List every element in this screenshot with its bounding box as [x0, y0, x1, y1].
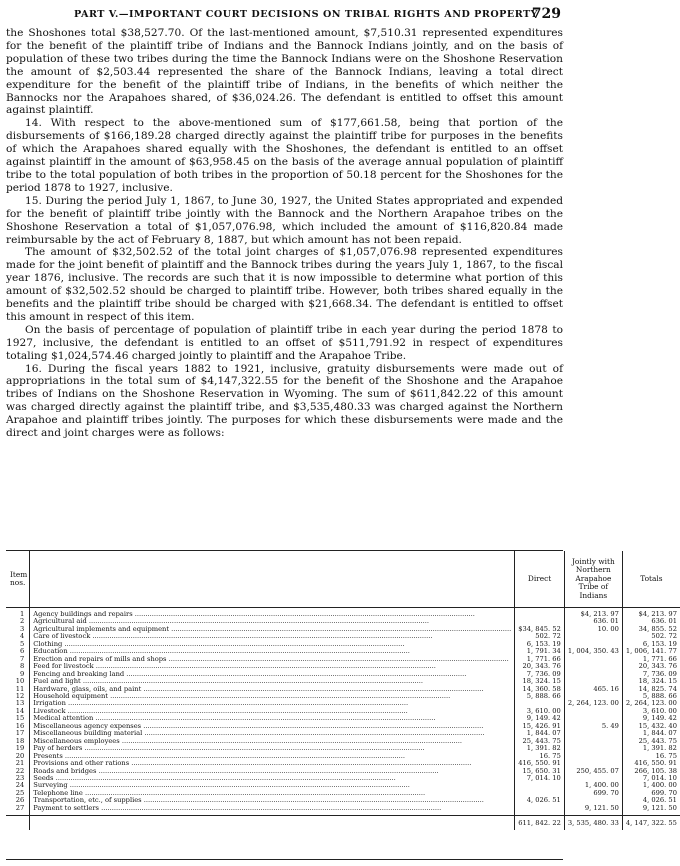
item-number: 2: [20, 617, 25, 626]
joint-amount: [564, 708, 622, 715]
paragraph-joint-charges: The amount of $32,502.52 of the total joint charges of $1,057,076.98 represented expenditures made for the joint benefit of plaintiff and the Bannock tribes during the years July 1, 1867, to the fiscal year 1876, inclusive. The records are such that it is now impossible to determine what portion of this amount of $32,502.52 should be charged to plaintiff tribe. However, both tribes shared equally in the benefits and the plaintiff tribe should be charged with $21,668.34. The defendant is entitled to offset this amount in respect of this item.: [6, 246, 563, 323]
dot-leader: ................................................................................................................................................................: [53, 773, 396, 782]
item-number: 3: [20, 624, 25, 633]
item-number: 13: [15, 699, 25, 708]
item-description-text: Care of livestock: [33, 632, 91, 641]
item-description-text: Agency buildings and repairs: [33, 610, 133, 618]
paragraph-population-offset: On the basis of percentage of population of plaintiff tribe in each year during the period 1878 to 1927, inclusive, the defendant is entitled to an offset of $511,791.92 in respect of expenditures totaling $1,024,574.46 charged jointly to plaintiff and the Arapahoe Tribe.: [6, 323, 563, 362]
dot-leader: ................................................................................................................................................................: [141, 684, 484, 693]
item-description-text: Fuel and light: [33, 677, 81, 686]
total-amount: 4, 026. 51: [622, 797, 680, 804]
item-number: 17: [15, 729, 25, 738]
direct-amount: 7, 014. 10: [515, 775, 565, 782]
direct-amount: 5, 888. 66: [515, 693, 565, 700]
total-amount: 2, 264, 123. 00: [622, 700, 680, 707]
total-amount: 266, 105. 38: [622, 768, 680, 775]
total-amount: $4, 213. 97: [622, 608, 680, 619]
table-body: [6, 608, 680, 831]
joint-amount: 5. 49: [564, 723, 622, 730]
paragraph-15: 15. During the period July 1, 1867, to June 30, 1927, the United States appropriated and expended for the benefit of plaintiff tribe jointly with the Bannock and the Northern Arapahoe tribes on the Shoshone Reservation a total of $1,057,076.98, which included the amount of $116,820.84 made reimbursable by the act of February 8, 1887, but which amount has not been repaid.: [6, 194, 563, 246]
item-description: [30, 805, 515, 812]
item-number: 11: [15, 684, 25, 693]
item-description-text: Irrigation: [33, 699, 66, 708]
item-description-text: Transportation, etc., of supplies: [33, 796, 142, 805]
dot-leader: ................................................................................................................................................................: [142, 729, 485, 738]
direct-amount: 4, 026. 51: [515, 797, 565, 804]
total-amount: 502. 72: [622, 633, 680, 640]
total-amount: 1, 006, 141. 77: [622, 648, 680, 655]
joint-amount: [564, 753, 622, 760]
table-header-row: [6, 551, 680, 608]
total-amount: 34, 855. 52: [622, 626, 680, 633]
joint-amount: 465. 16: [564, 686, 622, 693]
item-number: 4: [20, 632, 25, 641]
item-description-text: Miscellaneous agency expenses: [33, 721, 142, 730]
item-description-text: Feed for livestock: [33, 662, 94, 671]
grand-total: 4, 147, 322. 55: [622, 816, 680, 831]
dot-leader: ................................................................................................................................................................: [62, 639, 405, 648]
total-amount: 1, 771. 66: [622, 656, 680, 663]
total-amount: 3, 610. 00: [622, 708, 680, 715]
item-description-text: Education: [33, 647, 68, 656]
item-description-text: Medical attention: [33, 714, 94, 723]
joint-amount: 250, 455. 07: [564, 768, 622, 775]
item-number: 26: [15, 796, 25, 805]
body-text: [6, 27, 563, 440]
item-number: 19: [15, 744, 25, 753]
joint-amount: 699. 70: [564, 790, 622, 797]
dot-leader: ................................................................................................................................................................: [65, 699, 409, 708]
running-header: [6, 7, 561, 25]
item-number: 23: [15, 773, 25, 782]
dot-leader: ................................................................................................................................................................: [90, 632, 433, 641]
direct-amount: 25, 443. 75: [515, 738, 565, 745]
item-description-text: Agricultural aid: [33, 617, 87, 626]
item-number: 10: [15, 677, 25, 686]
direct-amount: 16. 75: [515, 753, 565, 760]
direct-amount: 18, 324. 15: [515, 678, 565, 685]
total-amount: 1, 400. 00: [622, 782, 680, 789]
total-amount: 1, 844. 07: [622, 730, 680, 737]
dot-leader: ................................................................................................................................................................: [166, 654, 509, 663]
dot-leader: ................................................................................................................................................................: [82, 744, 425, 753]
joint-amount: 1, 004, 350. 43: [564, 648, 622, 655]
joint-amount: 2, 264, 123. 00: [564, 700, 622, 707]
dot-leader: ................................................................................................................................................................: [129, 759, 472, 768]
item-number: 25: [15, 788, 25, 797]
joint-amount: [564, 745, 622, 752]
total-amount: 6, 153. 19: [622, 641, 680, 648]
dot-leader: ................................................................................................................................................................: [93, 662, 436, 671]
item-number: 1: [20, 610, 25, 618]
item-number: 18: [15, 736, 25, 745]
item-description-text: Miscellaneous employees: [33, 736, 120, 745]
direct-amount: 15, 650. 31: [515, 768, 565, 775]
item-description-text: Payment to settlers: [33, 803, 99, 812]
dot-leader: ................................................................................................................................................................: [82, 788, 426, 797]
joint-amount: 636. 01: [564, 618, 622, 625]
column-header-joint: Jointly with Northern Arapahoe Tribe of Indians: [564, 551, 622, 608]
total-amount: 7, 736. 09: [622, 671, 680, 678]
column-header-description: [30, 551, 515, 608]
item-description-text: Hardware, glass, oils, and paint: [33, 684, 142, 693]
page-number: 729: [531, 6, 561, 22]
dot-leader: ................................................................................................................................................................: [124, 669, 467, 678]
direct-amount: 15, 426. 91: [515, 723, 565, 730]
item-number: 24: [15, 781, 25, 790]
item-number: 5: [20, 639, 25, 648]
dot-leader: ................................................................................................................................................................: [62, 751, 406, 760]
item-description-text: Provisions and other rations: [33, 759, 130, 768]
direct-amount: [515, 782, 565, 789]
total-amount: 1, 391. 82: [622, 745, 680, 752]
total-amount: 14, 825. 74: [622, 686, 680, 693]
totals-item-cell: [6, 816, 30, 831]
item-description-text: Erection and repairs of mills and shops: [33, 654, 167, 663]
joint-amount: [564, 663, 622, 670]
item-number: 9: [20, 669, 25, 678]
item-number: 20: [15, 751, 25, 760]
direct-total: 611, 842. 22: [515, 816, 565, 831]
total-amount: 416, 550. 91: [622, 760, 680, 767]
dot-leader: ................................................................................................................................................................: [93, 714, 436, 723]
dot-leader: ................................................................................................................................................................: [65, 706, 408, 715]
total-amount: 9, 149. 42: [622, 715, 680, 722]
item-description-text: Miscellaneous building material: [33, 729, 143, 738]
item-description-text: Roads and bridges: [33, 766, 97, 775]
totals-label-cell: [30, 816, 515, 831]
paragraph-16: 16. During the fiscal years 1882 to 1921, inclusive, gratuity disbursements were made out of appropriations in the total sum of $4,147,322.55 for the benefit of the Shoshone and the Arapahoe tribes of Indians on the Shoshone Reservation in Wyoming. The sum of $611,842.22 of this amount was charged directly against the plaintiff tribe, and $3,535,480.33 was charged against the Northern Arapahoe and plaintiff tribes jointly. The purposes for which these disbursements were made and the direct and joint charges were as follows:: [6, 362, 563, 440]
direct-amount: 9, 149. 42: [515, 715, 565, 722]
total-amount: 7, 014. 10: [622, 775, 680, 782]
joint-total: 3, 535, 480. 33: [564, 816, 622, 831]
direct-amount: 416, 550. 91: [515, 760, 565, 767]
dot-leader: ................................................................................................................................................................: [119, 736, 462, 745]
paragraph-continuation: the Shoshones total $38,527.70. Of the last-mentioned amount, $7,510.31 represented expenditures for the benefit of the plaintiff tribe of Indians and the Bannock Indians jointly, and on the basis of population of these two tribes during the time the Bannock Indians were on the Shoshone Reservation the amount of $2,503.44 represented the share of the Bannock Indians, leaving a total direct expenditure for the benefit of the plaintiff tribe of Indians, in the benefits of which neither the Bannocks nor the Arapahoes shared, of $36,024.26. The defendant is entitled to offset this amount against plaintiff.: [6, 27, 563, 117]
joint-amount: [564, 738, 622, 745]
disbursement-table: [6, 550, 677, 860]
item-description-text: Clothing: [33, 639, 63, 648]
joint-amount: [564, 656, 622, 663]
direct-amount: [515, 805, 565, 812]
table-row: [6, 805, 680, 812]
direct-amount: 502. 72: [515, 633, 565, 640]
total-amount: 16. 75: [622, 753, 680, 760]
item-number: 27: [15, 803, 25, 812]
paragraph-14: 14. With respect to the above-mentioned sum of $177,661.58, being that portion of the disbursements of $166,189.28 charged directly against the plaintiff tribe for purposes in the benefits of which the Arapahoes shared equally with the Shoshones, the defendant is entitled to an offset against plaintiff in the amount of $63,958.45 on the basis of the average annual population of plaintiff tribe to the total population of both tribes in the proportion of 50.18 percent for the Shoshones for the period 1878 to 1927, inclusive.: [6, 117, 563, 194]
total-amount: 20, 343. 76: [622, 663, 680, 670]
item-description-text: Seeds: [33, 773, 54, 782]
item-number: 7: [20, 654, 25, 663]
direct-amount: 1, 391. 82: [515, 745, 565, 752]
item-number: 8: [20, 662, 25, 671]
joint-amount: 9, 121. 50: [564, 805, 622, 812]
item-number: 16: [15, 721, 25, 730]
column-header-direct: Direct: [515, 551, 565, 608]
item-description-text: Surveying: [33, 781, 68, 790]
direct-amount: 1, 791. 34: [515, 648, 565, 655]
joint-amount: [564, 730, 622, 737]
total-amount: 9, 121. 50: [622, 805, 680, 812]
dot-leader: ................................................................................................................................................................: [67, 647, 410, 656]
dot-leader: ................................................................................................................................................................: [80, 677, 423, 686]
item-number: 6: [20, 647, 25, 656]
column-header-item-nos: Item nos.: [6, 551, 30, 608]
direct-amount: $34, 845. 52: [515, 626, 565, 633]
total-amount: 15, 432. 40: [622, 723, 680, 730]
total-amount: 18, 324. 15: [622, 678, 680, 685]
direct-amount: 6, 153. 19: [515, 641, 565, 648]
item-description-text: Livestock: [33, 706, 66, 715]
dot-leader: ................................................................................................................................................................: [132, 610, 475, 618]
joint-amount: $4, 213. 97: [564, 608, 622, 619]
dot-leader: ................................................................................................................................................................: [141, 721, 484, 730]
item-number: 21: [15, 759, 25, 768]
dot-leader: ................................................................................................................................................................: [141, 796, 484, 805]
direct-amount: 14, 360. 58: [515, 686, 565, 693]
joint-amount: 10. 00: [564, 626, 622, 633]
dot-leader: ................................................................................................................................................................: [99, 803, 442, 812]
direct-amount: 1, 844. 07: [515, 730, 565, 737]
dot-leader: ................................................................................................................................................................: [96, 766, 439, 775]
header-title: PART V.—IMPORTANT COURT DECISIONS ON TRIBAL RIGHTS AND PROPERTY: [74, 9, 539, 20]
dot-leader: ................................................................................................................................................................: [86, 617, 430, 626]
direct-amount: 1, 771. 66: [515, 656, 565, 663]
dot-leader: ................................................................................................................................................................: [169, 624, 512, 633]
total-amount: 636. 01: [622, 618, 680, 625]
total-amount: 699. 70: [622, 790, 680, 797]
direct-amount: 7, 736. 09: [515, 671, 565, 678]
total-amount: 25, 443. 75: [622, 738, 680, 745]
item-description-text: Fencing and breaking land: [33, 669, 125, 678]
item-description-text: Presents: [33, 751, 63, 760]
item-description-text: Pay of herders: [33, 744, 83, 753]
item-description-text: Agricultural implements and equipment: [33, 624, 170, 633]
table-totals-row: [6, 816, 680, 831]
total-amount: 5, 888. 66: [622, 693, 680, 700]
dot-leader: ................................................................................................................................................................: [67, 781, 410, 790]
joint-amount: [564, 633, 622, 640]
column-header-totals: Totals: [622, 551, 680, 608]
joint-amount: [564, 671, 622, 678]
item-description-text: Telephone line: [33, 788, 83, 797]
item-number: 22: [15, 766, 25, 775]
dot-leader: ................................................................................................................................................................: [107, 691, 451, 700]
direct-amount: 3, 610. 00: [515, 708, 565, 715]
item-number: 12: [15, 691, 25, 700]
direct-amount: [515, 608, 565, 619]
direct-amount: 20, 343. 76: [515, 663, 565, 670]
item-description-text: Household equipment: [33, 691, 108, 700]
joint-amount: 1, 400. 00: [564, 782, 622, 789]
item-number: 15: [15, 714, 25, 723]
item-number: 14: [15, 706, 25, 715]
